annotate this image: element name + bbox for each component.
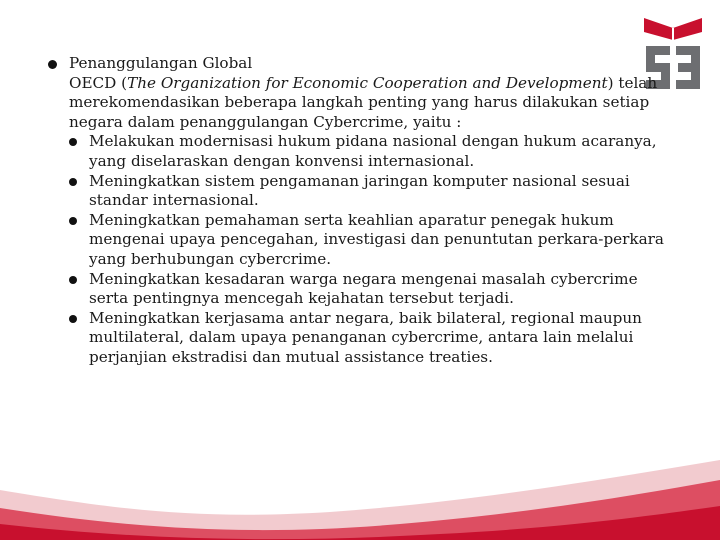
list-item-text: Meningkatkan kesadaran warga negara mengenai masalah cybercrime serta pentingnya mencegah kejahatan tersebut terjadi. <box>89 269 638 308</box>
list-item <box>69 172 668 211</box>
list-item-text: Meningkatkan pemahaman serta keahlian aparatur penegak hukum mengenai upaya pencegahan, investigasi dan penuntutan perkara-perkara yang berhubungan cybercrime. <box>89 210 664 268</box>
intro-paragraph <box>69 74 668 133</box>
list-item <box>69 270 668 309</box>
intro-org-name: The Organization for Economic Cooperation and Development <box>127 73 608 92</box>
section-heading: Penanggulangan Global <box>69 54 253 72</box>
intro-suffix: ) telah merekomendasikan beberapa langkah penting yang harus dilakukan setiap negara dalam penanggulangan Cybercrime, yaitu : <box>69 73 658 131</box>
main-bullet-item <box>48 54 668 74</box>
intro-prefix: OECD ( <box>69 73 128 92</box>
bullet-dot-icon <box>48 60 57 69</box>
slide-content <box>48 54 668 368</box>
bottom-wave-decoration <box>0 450 720 540</box>
list-item <box>69 309 668 368</box>
bullet-dot-icon <box>69 138 77 146</box>
bullet-dot-icon <box>69 178 77 186</box>
list-item-text: Melakukan modernisasi hukum pidana nasional dengan hukum acaranya, yang diselaraskan dengan konvensi internasional. <box>89 132 657 170</box>
bullet-dot-icon <box>69 315 77 323</box>
list-item-text: Meningkatkan sistem pengamanan jaringan komputer nasional sesuai standar internasional. <box>89 171 630 210</box>
bullet-dot-icon <box>69 276 77 284</box>
list-item-text: Meningkatkan kerjasama antar negara, baik bilateral, regional maupun multilateral, dalam upaya penanganan cybercrime, antara lain melalui perjanjian ekstradisi dan mutual assistance treaties. <box>89 308 642 366</box>
list-item <box>69 132 668 171</box>
recommendation-list <box>69 132 668 367</box>
list-item <box>69 211 668 270</box>
bullet-dot-icon <box>69 217 77 225</box>
